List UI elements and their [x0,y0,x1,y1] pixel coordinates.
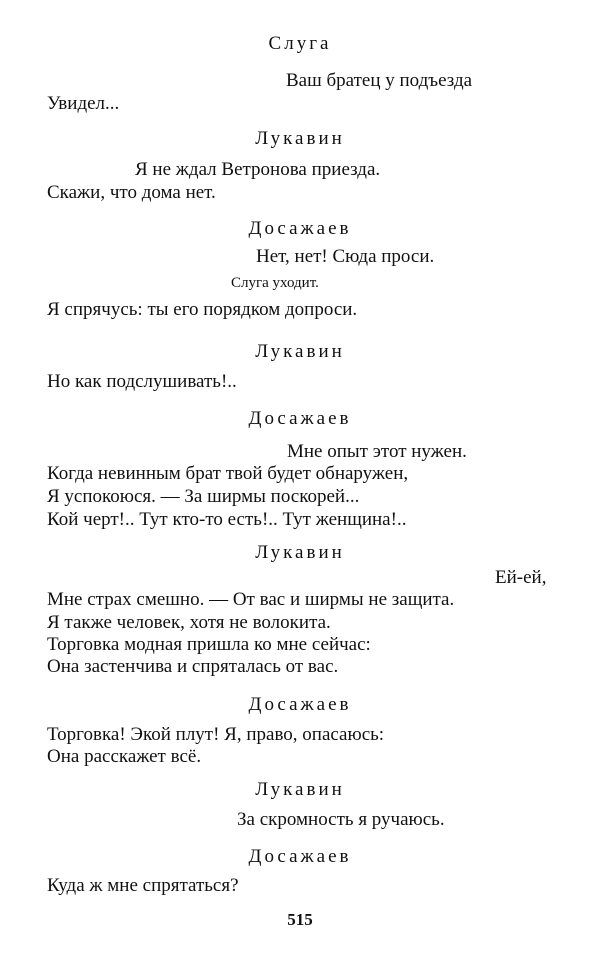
verse-line: Мне опыт этот нужен. [287,441,467,462]
speaker-lukavin: Лукавин [255,341,345,362]
page-number: 515 [287,910,313,929]
verse-line: Она застенчива и спряталась от вас. [47,656,339,677]
verse-line: Ей-ей, [495,567,547,588]
verse-line: Нет, нет! Сюда проси. [256,246,435,267]
verse-line: За скромность я ручаюсь. [237,809,445,830]
verse-line: Я также человек, хотя не волокита. [47,612,331,633]
verse-line: Скажи, что дома нет. [47,182,216,203]
verse-line: Кой черт!.. Тут кто-то есть!.. Тут женщина!.. [47,509,407,530]
verse-line: Куда ж мне спрятаться? [47,875,239,896]
verse-line: Но как подслушивать!.. [47,371,237,392]
speaker-lukavin: Лукавин [255,542,345,563]
verse-line: Мне страх смешно. — От вас и ширмы не защита. [47,589,455,610]
verse-line: Торговка модная пришла ко мне сейчас: [47,634,371,655]
verse-line: Я не ждал Ветронова приезда. [135,159,381,180]
speaker-lukavin: Лукавин [255,128,345,149]
verse-line: Я успокоюся. — За ширмы поскорей... [47,486,360,507]
stage-direction: Слуга уходит. [231,275,319,291]
verse-line: Увидел... [47,93,120,114]
speaker-lukavin: Лукавин [255,779,345,800]
speaker-sluga: Слуга [268,33,332,54]
verse-line: Когда невинным брат твой будет обнаружен, [47,463,409,484]
verse-line: Она расскажет всё. [47,746,202,767]
speaker-dosazhaev: Досажаев [248,408,352,429]
verse-line: Я спрячусь: ты его порядком допроси. [47,299,358,320]
verse-line: Ваш братец у подъезда [286,70,473,91]
speaker-dosazhaev: Досажаев [248,218,352,239]
speaker-dosazhaev: Досажаев [248,846,352,867]
speaker-dosazhaev: Досажаев [248,694,352,715]
verse-line: Торговка! Экой плут! Я, право, опасаюсь: [47,724,385,745]
